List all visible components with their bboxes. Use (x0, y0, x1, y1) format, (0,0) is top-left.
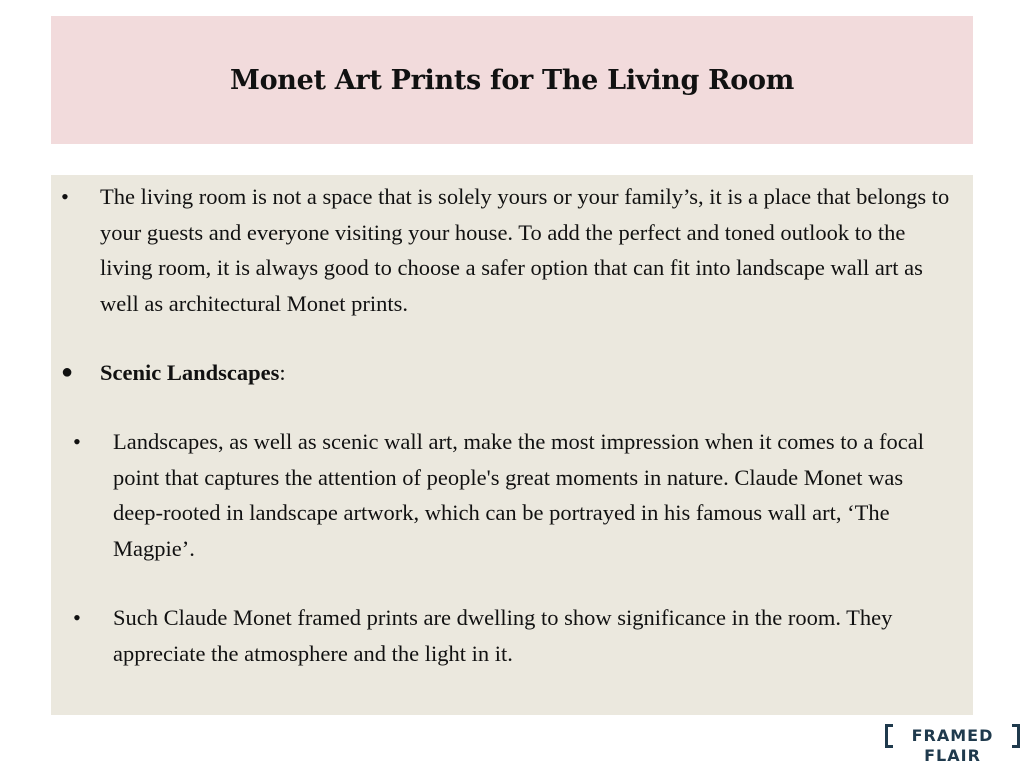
section-heading (100, 355, 961, 391)
paragraph-text: Such Claude Monet framed prints are dwelling to show significance in the room. They appreciate the atmosphere and the light in it. (113, 605, 893, 666)
bullet-icon: • (73, 429, 81, 454)
slide-title: Monet Art Prints for The Living Room (230, 64, 794, 96)
list-item (73, 424, 953, 566)
content-panel (51, 175, 973, 715)
logo-text: FRAMED FLAIR (911, 726, 994, 765)
bullet-icon: ● (61, 361, 74, 383)
list-item (61, 355, 961, 391)
logo-right-bracket-icon (1012, 724, 1020, 748)
bullet-icon: • (73, 605, 81, 630)
section-heading-suffix: : (279, 360, 286, 385)
section-heading-text: Scenic Landscapes (100, 360, 280, 385)
paragraph-text: The living room is not a space that is solely yours or your family’s, it is a place that belongs to your guests and everyone visiting your house. To add the perfect and toned outlook to the living room, it is always good to choose a safer option that can fit into landscape wall art as well as architectural Monet prints. (100, 184, 950, 316)
paragraph-text: Landscapes, as well as scenic wall art, make the most impression when it comes to a focal point that captures the attention of people's great moments in nature. Claude Monet was deep-rooted in landscape artwork, which can be portrayed in his famous wall art, ‘The Magpie’. (113, 429, 924, 561)
list-item (61, 179, 961, 321)
framed-flair-logo (885, 722, 1020, 765)
logo-left-bracket-icon (885, 724, 893, 748)
list-item (73, 600, 953, 671)
title-banner (51, 16, 973, 144)
bullet-icon: • (61, 184, 69, 209)
